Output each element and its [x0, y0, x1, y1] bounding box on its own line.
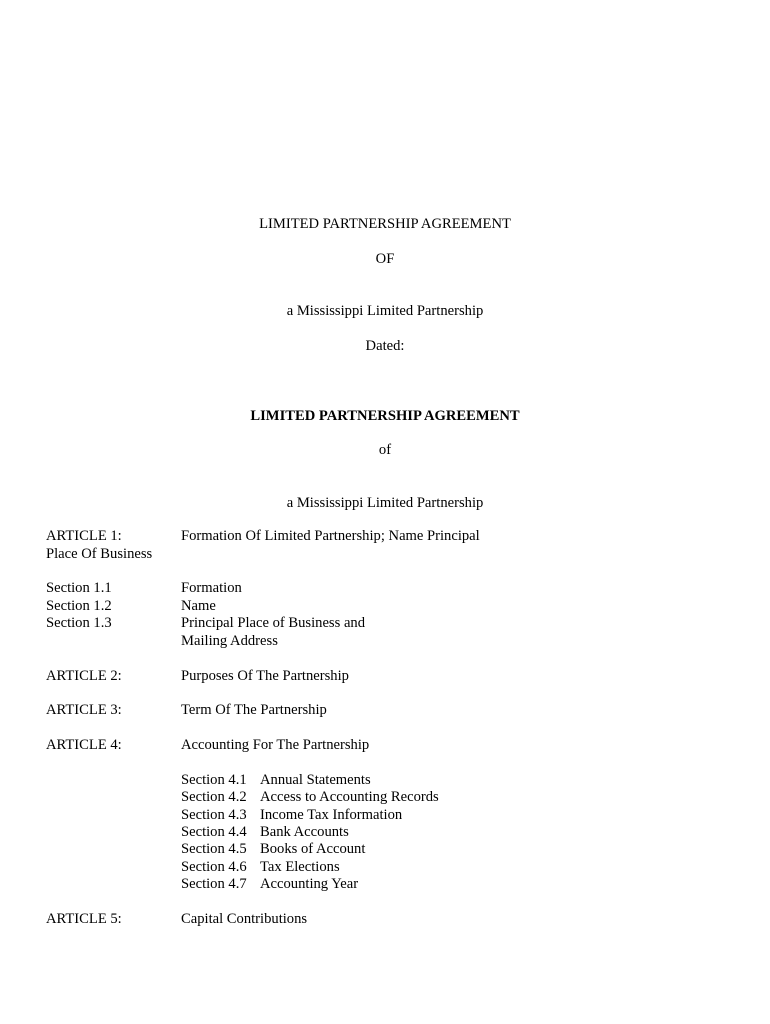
section-1-3-title: Principal Place of Business and [181, 615, 366, 631]
section-4-3-number: Section 4.3 [181, 807, 247, 823]
cover-of: OF [375, 251, 395, 267]
section-4-1-number: Section 4.1 [181, 772, 247, 788]
section-4-6-number: Section 4.6 [181, 859, 247, 875]
article-3-title: Term Of The Partnership [181, 702, 327, 718]
section-4-6-title: Tax Elections [260, 859, 340, 875]
section-4-5-title: Books of Account [260, 841, 366, 857]
article-2-label: ARTICLE 2: [46, 668, 122, 684]
section-4-2-number: Section 4.2 [181, 789, 247, 805]
article-5-label: ARTICLE 5: [46, 911, 122, 927]
section-4-4-title: Bank Accounts [260, 824, 349, 840]
article-3-label: ARTICLE 3: [46, 702, 122, 718]
section-4-7-number: Section 4.7 [181, 876, 247, 892]
article-2-title: Purposes Of The Partnership [181, 668, 349, 684]
article-1-title: Formation Of Limited Partnership; Name Principal [181, 528, 480, 544]
section-1-2-number: Section 1.2 [46, 598, 112, 614]
section-4-7-title: Accounting Year [260, 876, 359, 892]
section-4-3-title: Income Tax Information [260, 807, 403, 823]
section-1-1-title: Formation [181, 580, 242, 596]
section-1-3-title-cont: Mailing Address [181, 633, 278, 649]
toc-subtitle: a Mississippi Limited Partnership [286, 495, 484, 511]
cover-dated: Dated: [365, 338, 405, 354]
section-1-2-title: Name [181, 598, 216, 614]
toc-of: of [378, 442, 392, 458]
article-5-title: Capital Contributions [181, 911, 308, 927]
article-4-title: Accounting For The Partnership [181, 737, 370, 753]
section-4-5-number: Section 4.5 [181, 841, 247, 857]
toc-title: LIMITED PARTNERSHIP AGREEMENT [250, 408, 520, 424]
section-1-1-number: Section 1.1 [46, 580, 112, 596]
section-4-1-title: Annual Statements [260, 772, 371, 788]
article-1-label: ARTICLE 1: [46, 528, 122, 544]
section-1-3-number: Section 1.3 [46, 615, 112, 631]
section-4-2-title: Access to Accounting Records [260, 789, 439, 805]
cover-subtitle: a Mississippi Limited Partnership [286, 303, 484, 319]
section-4-4-number: Section 4.4 [181, 824, 247, 840]
article-4-label: ARTICLE 4: [46, 737, 122, 753]
cover-title: LIMITED PARTNERSHIP AGREEMENT [259, 216, 511, 232]
article-1-title-cont: Place Of Business [46, 546, 153, 562]
